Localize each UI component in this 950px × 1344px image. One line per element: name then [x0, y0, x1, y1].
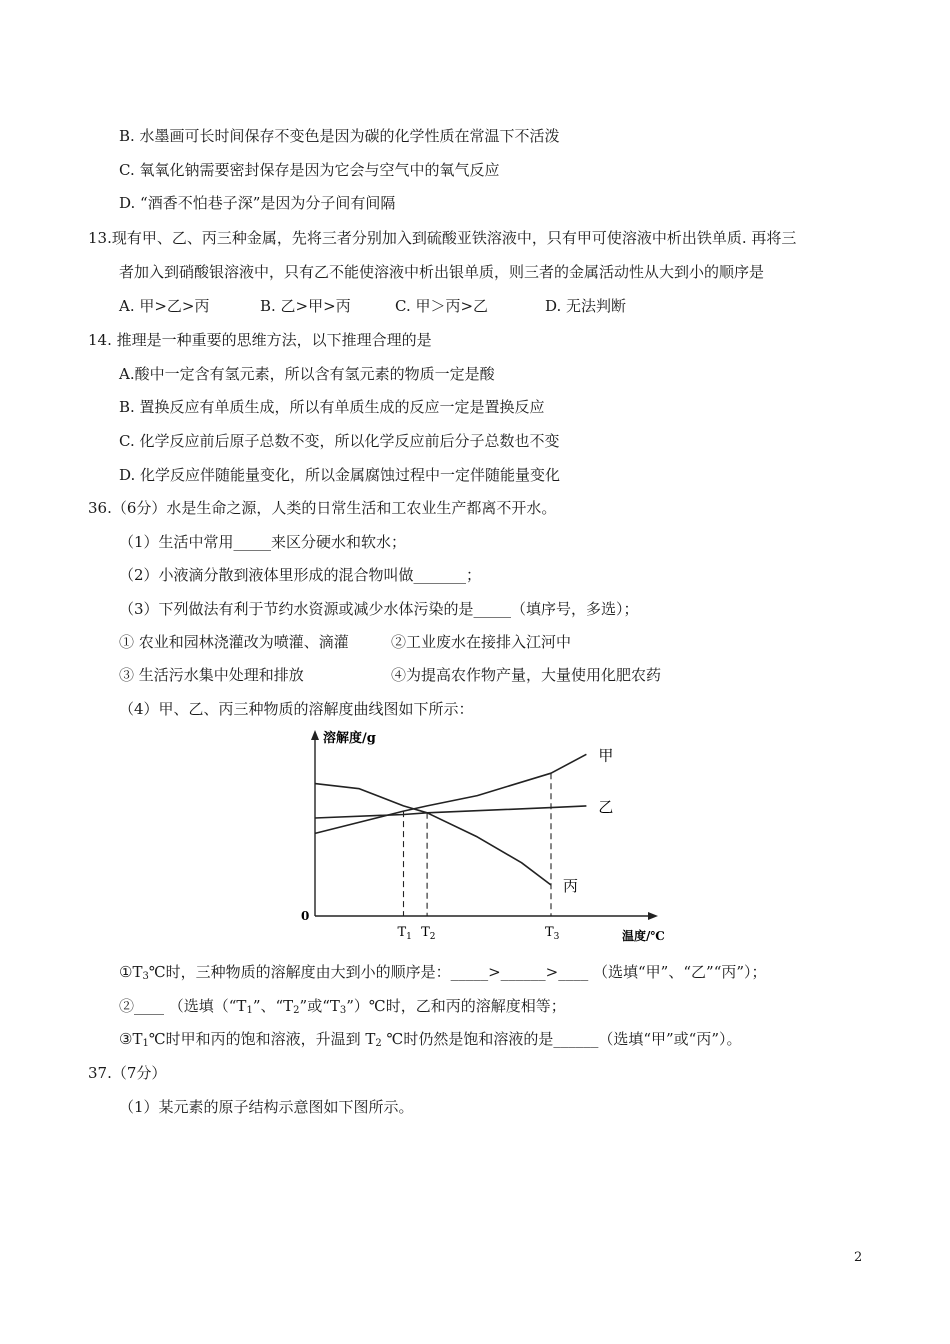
- q14-option-b: B. 置换反应有单质生成，所以有单质生成的反应一定是置换反应: [119, 398, 545, 416]
- x-axis-label: 温度/℃: [622, 929, 665, 943]
- q36-part4: （4）甲、乙、丙三种物质的溶解度曲线图如下所示：: [119, 700, 474, 718]
- curve-label-2: 乙: [598, 797, 614, 816]
- q36-choices-row2: [119, 665, 661, 685]
- q36-choices-row1: [119, 632, 571, 652]
- x-axis-arrow: [648, 912, 658, 920]
- y-axis-label: 溶解度/g: [323, 731, 376, 746]
- q37-part1: （1）某元素的原子结构示意图如下图所示。: [119, 1098, 414, 1116]
- curve-2: [315, 806, 586, 818]
- q13-option-d: D. 无法判断: [545, 297, 627, 315]
- curve-1: [315, 754, 586, 833]
- q12-option-c: C. 氧氧化钠需要密封保存是因为它会与空气中的氧气反应: [119, 161, 500, 179]
- tick-label-1: $T_1$: [397, 925, 412, 942]
- q13-options: [119, 296, 626, 316]
- q12-option-b: B. 水墨画可长时间保存不变色是因为碳的化学性质在常温下不活泼: [119, 127, 560, 145]
- curve-label-1: 甲: [598, 746, 614, 765]
- curve-label-3: 丙: [563, 877, 579, 896]
- q36-stem: 36.（6分）水是生命之源，人类的日常生活和工农业生产都离不开水。: [88, 499, 557, 517]
- q36-choice-2: ②工业废水在接排入江河中: [391, 633, 572, 651]
- q36-part1: （1）生活中常用_____来区分硬水和软水；: [119, 533, 407, 551]
- q36-sub2: ②____ （选填（“$T_1$”、“$T_2$”或“$T_3”)℃$时，乙和丙的溶解度相等；: [119, 997, 566, 1016]
- solubility-chart: [300, 728, 670, 948]
- q37-stem: 37.（7分）: [88, 1064, 167, 1082]
- q14-option-a: A.酸中一定含有氢元素，所以含有氢元素的物质一定是酸: [119, 365, 495, 383]
- q12-option-d: D. “酒香不怕巷子深”是因为分子间有间隔: [119, 194, 396, 212]
- origin-label: 0: [301, 909, 310, 923]
- q14-option-d: D. 化学反应伴随能量变化，所以金属腐蚀过程中一定伴随能量变化: [119, 466, 561, 484]
- q36-choice-1: ① 农业和园林浇灌改为喷灌、滴灌: [119, 633, 349, 651]
- q36-choice-3: ③ 生活污水集中处理和排放: [119, 666, 304, 684]
- q36-sub1: $①T_3℃$时，三种物质的溶解度由大到小的顺序是：_____>______>____ （选填“甲”、“乙”“丙”）；: [119, 963, 767, 982]
- tick-label-2: $T_2$: [421, 925, 436, 942]
- q13-stem-line1: 13.现有甲、乙、丙三种金属，先将三者分别加入到硫酸亚铁溶液中，只有甲可使溶液中析出铁单质. 再将三: [88, 229, 797, 247]
- page-number: 2: [854, 1250, 863, 1265]
- curve-3: [315, 784, 551, 885]
- q13-stem-line2: 者加入到硝酸银溶液中，只有乙不能使溶液中析出银单质，则三者的金属活动性从大到小的顺序是: [119, 263, 765, 281]
- q36-part3: （3）下列做法有利于节约水资源或减少水体污染的是_____（填序号，多选）；: [119, 600, 639, 618]
- tick-label-3: $T_3$: [545, 925, 560, 942]
- q14-option-c: C. 化学反应前后原子总数不变，所以化学反应前后分子总数也不变: [119, 432, 560, 450]
- q36-part2: （2）小液滴分散到液体里形成的混合物叫做_______；: [119, 566, 482, 584]
- q13-option-c: C. 甲＞丙>乙: [395, 297, 489, 315]
- q13-option-b: B. 乙>甲>丙: [260, 297, 351, 315]
- q36-choice-4: ④为提高农作物产量，大量使用化肥农药: [391, 666, 662, 684]
- q13-option-a: A. 甲>乙>丙: [119, 297, 210, 315]
- y-axis-arrow: [311, 730, 319, 740]
- q36-sub3: $③T_1℃$时甲和丙的饱和溶液，升温到 $T_2$ ℃时仍然是饱和溶液的是______（选填“甲”或“丙”）。: [119, 1030, 742, 1049]
- q14-stem: 14. 推理是一种重要的思维方法，以下推理合理的是: [88, 331, 432, 349]
